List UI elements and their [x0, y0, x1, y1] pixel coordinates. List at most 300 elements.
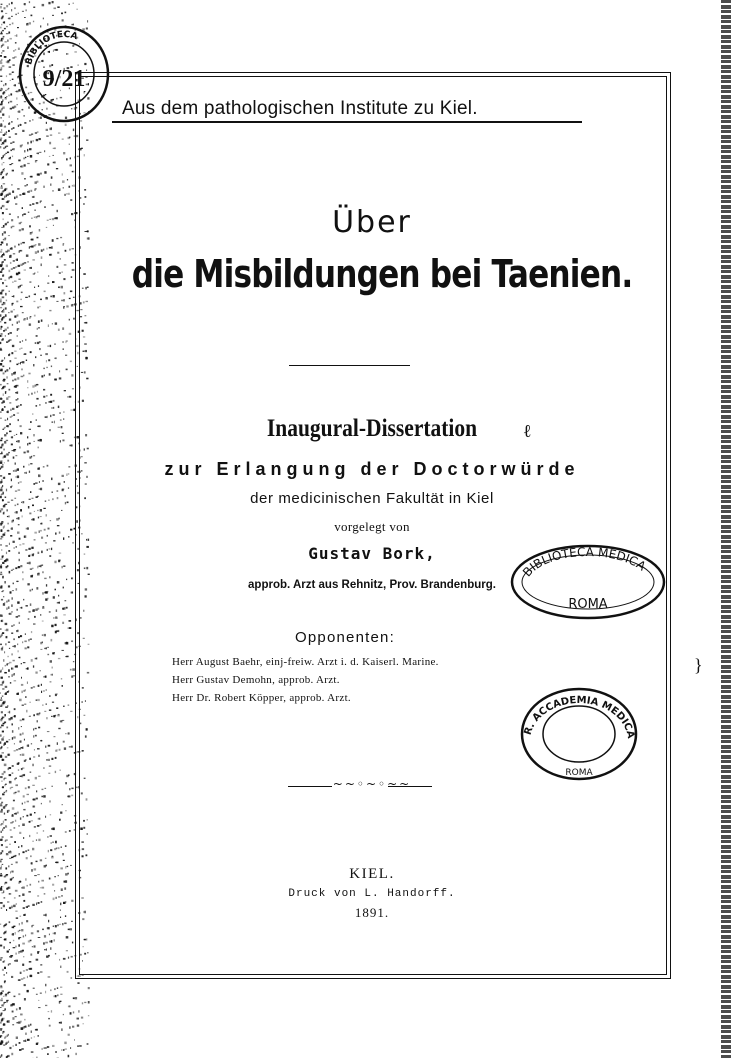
scan-noise-dot: [6, 608, 8, 610]
scan-noise-dot: [60, 419, 62, 421]
scan-noise-dot: [70, 291, 72, 293]
scan-noise-dot: [23, 690, 25, 692]
scan-noise-dot: [0, 328, 2, 330]
scan-noise-dot: [20, 166, 22, 168]
scan-noise-dot: [0, 460, 2, 461]
scan-noise-dot: [71, 977, 73, 979]
scan-noise-dot: [11, 163, 13, 164]
scan-noise-dot: [0, 369, 2, 371]
scan-noise-dot: [11, 976, 13, 978]
scan-noise-dot: [0, 636, 1, 638]
scan-noise-dot: [0, 1043, 2, 1045]
scan-noise-dot: [29, 134, 32, 136]
scan-noise-dot: [43, 795, 46, 797]
scan-noise-dot: [69, 333, 72, 335]
scan-noise-dot: [0, 489, 2, 492]
scan-noise-dot: [31, 820, 33, 821]
scan-noise-dot: [1, 46, 2, 49]
scan-noise-dot: [1, 831, 2, 833]
scan-noise-dot: [9, 648, 10, 649]
scan-noise-dot: [49, 878, 52, 880]
scan-noise-dot: [47, 465, 49, 467]
scan-noise-dot: [2, 296, 4, 298]
scan-noise-dot: [4, 322, 6, 324]
scan-noise-dot: [1, 326, 2, 328]
scan-noise-dot: [62, 608, 64, 610]
scan-noise-dot: [1, 172, 3, 174]
scan-noise-dot: [12, 23, 14, 25]
scan-noise-dot: [83, 1023, 84, 1024]
scan-noise-dot: [40, 509, 42, 512]
scan-noise-dot: [27, 682, 28, 684]
scan-noise-dot: [0, 887, 1, 889]
scan-noise-dot: [65, 901, 67, 902]
scan-noise-dot: [25, 850, 27, 852]
scan-noise-dot: [65, 502, 66, 505]
scan-noise-dot: [1, 144, 3, 145]
scan-noise-dot: [61, 846, 63, 848]
scan-noise-dot: [11, 311, 13, 313]
scan-noise-dot: [12, 450, 14, 451]
scan-noise-dot: [2, 205, 4, 206]
scan-noise-dot: [0, 139, 2, 141]
scan-noise-dot: [32, 518, 34, 520]
scan-noise-dot: [10, 276, 13, 278]
scan-noise-dot: [27, 436, 28, 438]
scan-noise-dot: [0, 194, 2, 196]
scan-noise-dot: [29, 513, 31, 515]
scan-noise-dot: [51, 625, 53, 628]
scan-noise-dot: [59, 819, 61, 821]
scan-noise-dot: [29, 296, 30, 298]
scan-noise-dot: [24, 641, 26, 643]
scan-noise-dot: [1, 591, 3, 592]
scan-noise-dot: [63, 706, 65, 707]
scan-noise-dot: [22, 340, 23, 342]
scan-noise-dot: [5, 497, 6, 498]
scan-noise-dot: [9, 1047, 11, 1049]
scan-noise-dot: [11, 906, 12, 909]
scan-noise-dot: [20, 299, 21, 300]
scan-noise-dot: [45, 746, 46, 748]
scan-noise-dot: [54, 421, 55, 424]
scan-noise-dot: [36, 700, 38, 701]
scan-noise-dot: [61, 272, 63, 273]
scan-noise-dot: [46, 703, 47, 705]
scan-noise-dot: [0, 363, 2, 366]
scan-noise-dot: [19, 741, 20, 743]
scan-noise-dot: [38, 881, 39, 883]
scan-noise-dot: [36, 587, 38, 590]
scan-noise-dot: [54, 148, 56, 150]
scan-noise-dot: [21, 376, 24, 378]
scan-noise-dot: [22, 11, 24, 12]
scan-noise-dot: [17, 476, 19, 479]
scan-noise-dot: [5, 293, 6, 296]
scan-noise-dot: [22, 312, 24, 313]
scan-noise-dot: [1, 479, 2, 480]
scan-noise-dot: [18, 931, 20, 933]
scan-noise-dot: [11, 16, 12, 17]
scan-noise-dot: [20, 306, 23, 307]
scan-noise-dot: [77, 1025, 79, 1027]
scan-noise-dot: [15, 463, 16, 465]
scan-noise-dot: [41, 488, 43, 491]
scan-noise-dot: [40, 642, 42, 644]
scan-noise-dot: [3, 36, 5, 38]
scan-noise-dot: [1, 32, 2, 34]
scan-noise-dot: [69, 620, 72, 622]
scan-noise-dot: [13, 933, 14, 936]
scan-noise-dot: [0, 90, 2, 92]
scan-noise-dot: [29, 204, 31, 206]
scan-noise-dot: [3, 162, 5, 163]
scan-noise-dot: [47, 283, 49, 284]
scan-noise-dot: [31, 743, 32, 744]
scan-noise-dot: [0, 538, 2, 539]
scan-noise-dot: [23, 354, 25, 355]
scan-noise-dot: [11, 955, 13, 956]
scan-noise-dot: [24, 535, 26, 538]
scan-noise-dot: [22, 887, 25, 889]
scan-noise-dot: [11, 128, 12, 130]
scan-noise-dot: [3, 827, 5, 829]
scan-noise-dot: [42, 634, 43, 636]
scan-noise-dot: [7, 705, 8, 707]
scan-noise-dot: [18, 727, 19, 730]
scan-noise-dot: [4, 462, 5, 463]
scan-noise-dot: [2, 667, 3, 670]
scan-noise-dot: [40, 649, 42, 650]
scan-noise-dot: [70, 410, 73, 411]
scan-noise-dot: [73, 1011, 74, 1013]
scan-noise-dot: [11, 121, 13, 123]
scan-noise-dot: [8, 102, 9, 104]
scan-noise-dot: [37, 566, 38, 569]
scan-noise-dot: [0, 293, 1, 295]
scan-noise-dot: [54, 8, 57, 10]
scan-noise-dot: [34, 392, 35, 394]
scan-noise-dot: [0, 544, 2, 545]
scan-noise-dot: [50, 415, 51, 417]
scan-noise-dot: [4, 560, 6, 562]
scan-noise-dot: [13, 877, 14, 878]
scan-noise-dot: [46, 395, 48, 397]
scan-noise-dot: [19, 832, 21, 834]
scan-noise-dot: [45, 500, 47, 502]
scan-noise-dot: [13, 646, 14, 647]
scan-noise-dot: [20, 481, 22, 482]
scan-noise-dot: [12, 590, 14, 591]
scan-noise-dot: [38, 1035, 39, 1036]
scan-noise-dot: [16, 609, 18, 611]
scan-noise-dot: [4, 581, 6, 584]
scan-noise-dot: [11, 479, 12, 482]
scan-noise-dot: [1, 536, 3, 537]
scan-noise-dot: [40, 201, 41, 203]
scan-noise-dot: [33, 455, 35, 456]
scan-noise-dot: [47, 220, 49, 221]
scan-noise-dot: [0, 798, 1, 800]
scan-noise-dot: [67, 627, 69, 628]
scan-noise-dot: [3, 576, 4, 577]
scan-noise-dot: [21, 348, 23, 349]
scan-noise-dot: [17, 644, 18, 646]
scan-noise-dot: [5, 1036, 6, 1038]
scan-noise-dot: [14, 708, 16, 710]
scan-noise-dot: [26, 885, 28, 887]
scan-noise-dot: [62, 923, 64, 925]
scan-noise-dot: [26, 710, 27, 713]
scan-noise-dot: [54, 876, 56, 877]
scan-noise-dot: [70, 445, 71, 447]
scan-noise-dot: [1, 438, 3, 439]
scan-noise-dot: [6, 909, 7, 911]
scan-noise-dot: [19, 1049, 22, 1051]
scan-noise-dot: [9, 781, 12, 784]
scan-noise-dot: [5, 391, 6, 392]
scan-noise-dot: [34, 616, 36, 618]
scan-noise-dot: [59, 286, 61, 288]
scan-noise-dot: [53, 926, 54, 928]
scan-noise-dot: [65, 873, 68, 875]
scan-noise-dot: [20, 404, 22, 406]
scan-noise-dot: [30, 975, 33, 977]
scan-noise-dot: [46, 227, 47, 228]
scan-noise-dot: [0, 719, 3, 720]
scan-noise-dot: [18, 762, 20, 763]
scan-noise-dot: [2, 1004, 4, 1006]
scan-noise-dot: [48, 1011, 50, 1012]
scan-noise-dot: [38, 818, 41, 820]
scan-noise-dot: [0, 574, 2, 576]
scan-noise-dot: [55, 379, 57, 381]
scan-noise-dot: [64, 194, 66, 196]
scan-noise-dot: [18, 482, 19, 484]
scan-noise-dot: [14, 792, 16, 793]
scan-noise-dot: [33, 735, 34, 737]
scan-noise-dot: [62, 685, 64, 687]
scan-noise-dot: [54, 988, 56, 990]
scan-noise-dot: [31, 687, 32, 688]
scan-noise-dot: [27, 906, 28, 908]
scan-noise-dot: [24, 150, 25, 152]
scan-noise-dot: [1, 585, 3, 587]
scan-noise-dot: [36, 1029, 38, 1031]
scan-noise-dot: [22, 193, 24, 195]
scan-noise-dot: [28, 506, 30, 509]
scan-noise-dot: [47, 731, 50, 732]
scan-noise-dot: [6, 33, 8, 34]
stamp-accademia-text: R. ACCADEMIA MEDICA: [522, 694, 637, 740]
scan-noise-dot: [36, 798, 38, 800]
scan-noise-dot: [41, 249, 43, 251]
scan-noise-dot: [48, 1018, 50, 1019]
scan-noise-dot: [60, 917, 61, 918]
scan-noise-dot: [11, 668, 14, 670]
scan-noise-dot: [4, 133, 7, 135]
scan-noise-dot: [15, 784, 18, 786]
scan-noise-dot: [46, 514, 48, 516]
scan-noise-dot: [12, 64, 14, 66]
scan-noise-dot: [63, 152, 65, 154]
scan-noise-dot: [17, 581, 18, 583]
scan-noise-dot: [53, 540, 55, 542]
scan-noise-dot: [57, 924, 58, 926]
scan-noise-dot: [0, 496, 2, 498]
scan-noise-dot: [11, 219, 13, 221]
scan-noise-dot: [52, 1045, 55, 1047]
scan-noise-dot: [27, 450, 29, 452]
scan-noise-dot: [62, 180, 65, 183]
scan-noise-dot: [45, 1047, 48, 1049]
scan-noise-dot: [1, 4, 3, 5]
scan-noise-dot: [19, 853, 20, 855]
scan-noise-dot: [38, 447, 39, 449]
scan-noise-dot: [4, 602, 5, 603]
scan-noise-dot: [3, 996, 5, 997]
scan-noise-dot: [0, 76, 2, 78]
scan-noise-dot: [3, 890, 4, 893]
scan-noise-dot: [6, 790, 7, 791]
scan-noise-dot: [78, 1010, 80, 1012]
scan-noise-dot: [18, 244, 20, 246]
scan-noise-dot: [1, 1019, 3, 1021]
scan-noise-dot: [63, 411, 65, 413]
scan-noise-dot: [38, 573, 40, 575]
scan-noise-dot: [52, 667, 53, 669]
scan-noise-dot: [84, 1002, 86, 1003]
scan-noise-dot: [0, 349, 2, 351]
scan-noise-dot: [3, 681, 5, 683]
scan-noise-dot: [37, 174, 39, 176]
scan-noise-dot: [3, 1024, 5, 1026]
scan-noise-dot: [45, 416, 47, 417]
scan-noise-dot: [70, 361, 72, 363]
scan-noise-dot: [69, 186, 71, 188]
scan-noise-dot: [28, 849, 30, 851]
scan-noise-dot: [0, 867, 2, 869]
scan-noise-dot: [55, 953, 56, 955]
scan-noise-dot: [3, 736, 4, 737]
scan-noise-dot: [16, 14, 17, 15]
scan-noise-dot: [48, 773, 50, 774]
scan-noise-dot: [30, 884, 32, 886]
scan-noise-dot: [30, 954, 32, 956]
scan-noise-dot: [8, 235, 10, 236]
scan-noise-dot: [22, 228, 24, 230]
scan-noise-dot: [29, 456, 31, 458]
scan-noise-dot: [16, 777, 17, 779]
scan-noise-dot: [8, 452, 9, 453]
scan-noise-dot: [46, 248, 47, 250]
scan-noise-dot: [76, 1053, 77, 1055]
scan-noise-dot: [17, 469, 19, 471]
stamp-top-text: BIBLIOTECA: [24, 29, 79, 67]
scan-noise-dot: [14, 715, 16, 717]
scan-noise-dot: [21, 845, 22, 847]
scan-noise-dot: [37, 608, 39, 610]
scan-noise-dot: [44, 578, 46, 579]
scan-noise-dot: [37, 510, 38, 511]
scan-noise-dot: [65, 733, 67, 734]
scan-noise-dot: [11, 352, 13, 354]
scan-noise-dot: [0, 1014, 2, 1016]
scan-noise-dot: [18, 489, 21, 491]
scan-noise-dot: [43, 466, 45, 468]
scan-noise-dot: [4, 28, 6, 29]
scan-noise-dot: [22, 242, 25, 244]
scan-noise-dot: [12, 1017, 14, 1020]
scan-noise-dot: [22, 705, 24, 706]
stamp-biblioteca-city: ROMA: [568, 597, 608, 612]
scan-noise-dot: [34, 532, 37, 534]
scan-noise-dot: [1, 529, 3, 532]
scan-noise-dot: [9, 291, 10, 292]
scan-noise-dot: [20, 754, 21, 755]
scan-noise-dot: [0, 467, 2, 468]
scan-noise-dot: [13, 267, 15, 268]
scan-noise-dot: [0, 447, 2, 449]
scan-noise-dot: [11, 226, 13, 228]
scan-noise-dot: [6, 397, 8, 400]
scan-noise-dot: [45, 984, 46, 987]
scan-noise-dot: [46, 865, 48, 867]
scan-noise-dot: [37, 720, 39, 722]
scan-noise-dot: [1, 361, 3, 362]
scan-noise-dot: [0, 902, 3, 904]
scan-noise-dot: [48, 359, 50, 361]
scan-noise-dot: [49, 219, 51, 220]
scan-noise-dot: [5, 420, 7, 421]
scan-noise-dot: [27, 794, 30, 795]
scan-noise-dot: [38, 727, 40, 729]
scan-noise-dot: [32, 904, 35, 906]
scan-noise-dot: [4, 512, 5, 514]
scan-noise-dot: [19, 229, 21, 231]
scan-noise-dot: [22, 824, 25, 827]
scan-noise-dot: [2, 30, 4, 31]
scan-noise-dot: [71, 276, 73, 278]
scan-noise-dot: [34, 875, 37, 876]
scan-noise-dot: [0, 117, 2, 119]
scan-noise-dot: [0, 727, 1, 729]
scan-noise-dot: [7, 502, 9, 503]
scan-noise-dot: [34, 826, 36, 827]
opponents-heading: Opponenten:: [295, 629, 395, 646]
scan-noise-dot: [57, 525, 60, 526]
scan-noise-dot: [0, 251, 2, 253]
scan-noise-dot: [12, 1011, 14, 1013]
scan-noise-dot: [65, 495, 66, 497]
scan-noise-dot: [37, 251, 39, 253]
scan-noise-dot: [32, 259, 35, 260]
scan-noise-dot: [42, 565, 44, 566]
scan-noise-dot: [32, 203, 34, 205]
scan-noise-dot: [39, 712, 40, 714]
scan-noise-dot: [50, 135, 52, 136]
scan-noise-dot: [66, 607, 68, 609]
scan-noise-dot: [0, 776, 3, 778]
scan-noise-dot: [45, 858, 47, 859]
scan-noise-dot: [34, 945, 36, 947]
scan-noise-dot: [19, 348, 20, 350]
scan-noise-dot: [2, 464, 4, 465]
scan-noise-dot: [28, 744, 29, 747]
scan-noise-dot: [3, 372, 5, 374]
scan-noise-dot: [69, 830, 71, 832]
scan-noise-dot: [8, 676, 10, 677]
